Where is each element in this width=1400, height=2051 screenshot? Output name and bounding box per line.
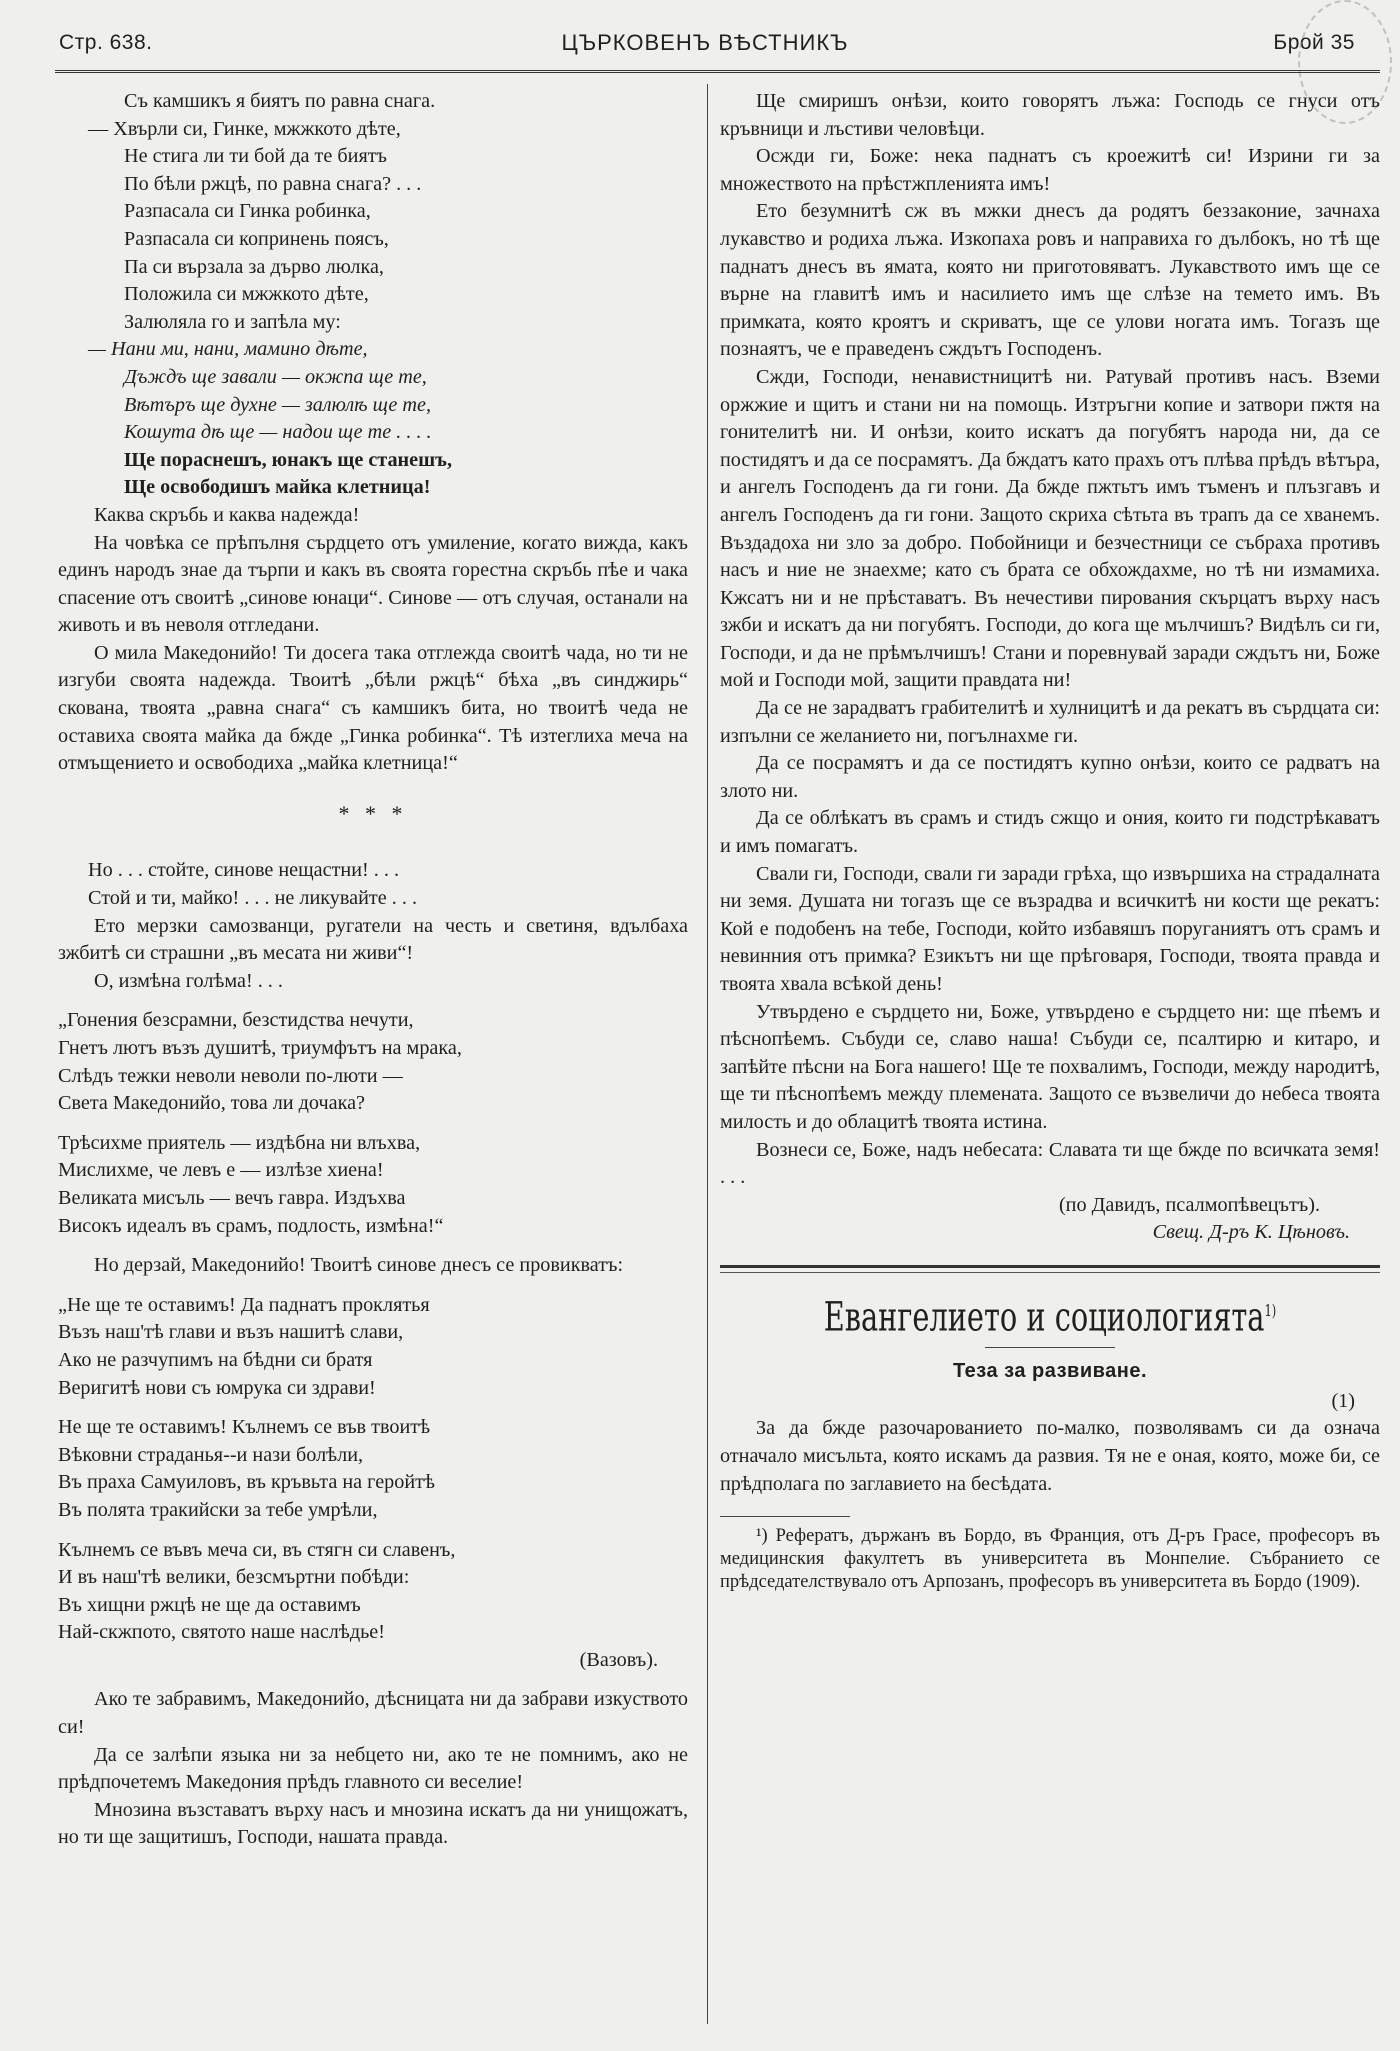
paragraph: Утвърдено е сърдцето ни, Боже, утвърдено е сърдцето ни: ще пѣемъ и пѣснопѣемъ. Събуди се, славо наша! Събуди се, псалтирю и китаро, и запѣйте пѣсни на Бога нашего! Ще те похвалимъ, Господи, между народитѣ, ще ти пѣснопѣемъ между племената. Защото се възвеличи до небеса твоята милость и до облацитѣ твоята истина. [720,1000,1380,1133]
verse-line: Не стига ли ти бой да те биятъ [124,145,387,168]
poem-ginka [58,88,688,502]
poem-stanza [58,1537,688,1647]
verse-line: Па си вързала за дърво люлка, [124,255,384,278]
verse-line-italic: — Нани ми, нани, мамино дѣте, [88,338,368,361]
section-rule [720,1272,1380,1273]
verse-line: И въ наш'тѣ велики, безсмъртни побѣди: [58,1566,410,1589]
header-rule [55,70,1380,73]
paragraph: Мнозина възставатъ върху насъ и мнозина искатъ да ни унищожатъ, но ти ще защитишъ, Господи, нашата правда. [58,1798,688,1849]
paragraph: Да се посрамятъ и да се постидятъ купно онѣзи, които се радватъ на злото ни. [720,752,1380,802]
verse-line: Разпасала си Гинка робинка, [124,200,371,223]
text-line: Стой и ти, майко! . . . не ликувайте . . . [88,887,417,910]
verse-line: Света Македонийо, това ли дочака? [58,1092,366,1115]
section-number: (1) [1331,1389,1355,1412]
article-subtitle: Теза за развиване. [952,1360,1148,1383]
paragraph: Свали ги, Господи, свали ги заради грѣха, що извършиха на страдалната ни земя. Душата ни тогазъ ще се възрадва и всичкитѣ ни кости ще рекатъ: Кой е подобенъ на тебе, Господи, който избавяшъ поруганиятъ отъ срамъ и невинния отъ примка? Езикътъ ни ще прѣговаря, Господи, твоята правда и твоята хвала всѣкой день! [720,862,1380,995]
footnote: ¹) Рефератъ, държанъ въ Бордо, въ Франция, отъ Д-ръ Грасе, професоръ въ медицинския факултетъ въ университета въ Монпелие. Събранието се прѣдседателствувало отъ Арпозанъ, професоръ въ университета въ Бордо (1909). [720,1526,1380,1593]
issue-number: Брой 35 [1273,31,1355,54]
verse-line: По бѣли ржцѣ, по равна снага? . . . [124,172,422,195]
masthead-title: ЦЪРКОВЕНЪ ВѢСТНИКЪ [561,30,849,55]
verse-line: Залюляла го и запѣла му: [124,310,341,333]
title-rule [985,1347,1115,1348]
article-author: Свещ. Д-ръ К. Цѣновъ. [1152,1221,1350,1244]
text-line: Но . . . стойте, синове нещастни! . . . [88,859,400,882]
verse-line: Въ праха Самуиловъ, въ кръвьта на геройтѣ [58,1471,435,1494]
paragraph: Ето безумнитѣ сж въ мжки днесъ да родятъ беззаконие, зачнаха лукавство и родиха лъжа. Изкопаха ровъ и направиха го дълбокъ, но тѣ ще паднатъ днесъ въ ямата, която ни приготовяватъ. Лукавството имъ ще се върне на главитѣ имъ и насилието имъ ще слѣзе на темето имъ. Въ примката, която кроятъ и скриватъ, ще се улови ногата имъ. Тогазъ ще познаятъ, че е праведенъ сждътъ Господенъ. [720,200,1380,361]
psalm-source: (по Давидъ, псалмопѣвецътъ). [1058,1193,1320,1216]
paragraph: Да се залѣпи языка ни за небцето ни, ако те не помнимъ, ако не прѣдпочетемъ Македония прѣдъ главното си веселие! [58,1743,688,1794]
poem-stanza [58,1007,688,1117]
paragraph: Но дерзай, Македонийо! Твоитѣ синове днесъ се провикватъ: [94,1254,624,1277]
paragraph: Да се облѣкатъ въ срамъ и стидъ сжщо и ония, които ги подстрѣкаватъ и имъ помагатъ. [720,807,1380,858]
verse-line: Вѣковни страданья--и нази болѣли, [58,1443,364,1466]
poem-author: (Вазовъ). [579,1648,658,1671]
verse-line: „Гонения безсрамни, безстидства нечути, [58,1009,414,1032]
verse-line: Съ камшикъ я биятъ по равна снага. [124,90,436,112]
verse-line: Високъ идеалъ въ срамъ, подлость, измѣна!“ [58,1214,444,1237]
poem-stanza [58,1292,688,1402]
verse-line: Разпасала си копринень поясъ, [124,227,389,250]
verse-line-italic: Кошута дѣ ще — надои ще те . . . . [124,421,432,444]
verse-line: Въ хищни ржцѣ не ще да оставимъ [58,1593,361,1616]
verse-line: Мислихме, че левъ е — излѣзе хиена! [58,1159,384,1182]
page-number: Стр. 638. [59,31,153,54]
verse-line-bold: Ще освободишъ майка клетница! [124,476,431,499]
paragraph: Вознеси се, Боже, надъ небесата: Славата ти ще бжде по всичката земя! . . . [720,1138,1380,1189]
verse-line: Възъ наш'тѣ глави и възъ нашитѣ слави, [58,1321,404,1344]
title-footnote-mark: 1) [1264,1300,1277,1320]
paragraph: Да се не зарадватъ грабителитѣ и хулницитѣ и да рекатъ въ сърдцата си: изпълни се желанието ни, погълнахме ги. [720,697,1380,747]
verse-line-italic: Дъждъ ще завали — окжпа ще те, [124,365,427,388]
verse-line-bold: Ще пораснешъ, юнакъ ще станешъ, [124,448,452,471]
paragraph: Ако те забравимъ, Македонийо, дѣсницата ни да забрави изкуството си! [58,1688,688,1739]
verse-line: Трѣсихме приятель — издѣбна ни влъхва, [58,1131,421,1154]
article-title-text: Евангелието и социологията [823,1294,1265,1341]
poem-stanza [58,1414,688,1524]
verse-line: Веригитѣ нови съ юмрука си здрави! [58,1376,376,1399]
verse-line: Великата мисъль — вечъ гавра. Издъхва [58,1186,406,1209]
verse-line: Положила си мжжкото дѣте, [124,283,369,306]
paragraph: Каква скръбь и каква надежда! [94,503,360,526]
paragraph: За да бжде разочарованието по-малко, позволявамъ си да означа отначало мисъльта, която искамъ да развия. Тя не е оная, която, може би, се прѣдполага по заглавието на бесѣдата. [720,1417,1380,1495]
footnote-rule [720,1516,850,1517]
paragraph: Сжди, Господи, ненавистницитѣ ни. Ратувай противъ насъ. Вземи оржжие и щитъ и стани ни на помощь. Изтръгни копие и затвори пжтя на гонителитѣ ни. И онѣзи, които искатъ да погубятъ народа ни, да се постидятъ и да се посрамятъ. Да бждатъ като прахъ отъ плѣва прѣдъ вѣтъра, и ангелъ Господенъ да ги гони. Да бжде пжтьтъ имъ тъменъ и плъзгавъ и ангелъ Господенъ да ги гони. Защото скриха сѣтьта въ трапъ да се хванемъ. Въздадоха ни зло за добро. Побойници и безчестници се събраха противъ насъ и ние не знаехме; като съ брата се обхождахме, но тѣ ни измамиха. Кжсатъ ни и не прѣставатъ. Въ нечестиви пирования скърцатъ върху насъ зжби и искатъ да ни погубятъ. Господи, до кога ще мълчишъ? Видѣлъ си ги, Господи, и да не прѣмълчишъ! Стани и поревнувай заради сждътъ ни, Боже мой и Господи мой, защити правдата ни! [720,365,1380,692]
section-separator: * * * [338,800,408,826]
section-rule [720,1265,1380,1268]
verse-line: Не ще те оставимъ! Кълнемъ се във твоитѣ [58,1416,431,1439]
column-divider [707,84,708,2024]
verse-line: Слѣдъ тежки неволи неволи по-люти — [58,1064,403,1087]
verse-line-italic: Вѣтъръ ще духне — залюлѣ ще те, [124,393,431,416]
paragraph: На човѣка се прѣпълня сърдцето отъ умиление, когато вижда, какъ единъ народъ знае да търпи и какъ въ своята горестна скръбь пѣе и чака спасение отъ своитѣ „синове юнаци“. Синове — отъ случая, останали на животь и въ неволя отгледани. [58,531,688,637]
verse-line: „Не ще те оставимъ! Да паднатъ проклятья [58,1293,430,1316]
paragraph: Ще смиришъ онѣзи, които говорятъ лъжа: Господь се гнуси отъ кръвници и лъстиви человѣци. [720,90,1380,140]
poem-stanza [58,1130,688,1240]
verse-line: Гнетъ лютъ възъ душитѣ, триумфътъ на мрака, [58,1037,462,1059]
paragraph: Осжди ги, Боже: нека паднатъ съ кроежитѣ си! Изрини ги за множеството на прѣстжпленията имъ! [720,145,1380,195]
paragraph: О, измѣна голѣма! . . . [94,969,283,992]
paragraph: Ето мерзки самозванци, ругатели на честь и светиня, вдълбаха зжбитѣ си страшни „въ месата ни живи“! [58,914,688,965]
verse-line: Кълнемъ се въвъ меча си, въ стягн си славенъ, [58,1538,456,1561]
page-header [55,28,1355,62]
verse-line: Ако не разчупимъ на бѣдни си братя [58,1348,373,1371]
left-column [58,88,688,1852]
right-column [720,88,1380,1594]
verse-line: — Хвърли си, Гинке, мжжкото дѣте, [88,117,401,140]
exclamation-lines [58,857,688,912]
verse-line: Въ полята тракийски за тебе умрѣли, [58,1498,378,1521]
verse-line: Най-скжпото, святото наше наслѣдье! [58,1621,385,1644]
paragraph: О мила Македонийо! Ти досега така отглежда своитѣ чада, но ти не изгуби своята надежда. Твоитѣ „бѣли ржцѣ“ бѣха „въ синджирь“ скована, твоята „равна снага“ съ камшикъ бита, но твоитѣ чеда не оставиха своята майка да бжде „Гинка робинка“. Тѣ изтеглиха меча на отмъщението и освободиха „майка клетница!“ [58,641,688,775]
article-title [812,1283,1287,1345]
